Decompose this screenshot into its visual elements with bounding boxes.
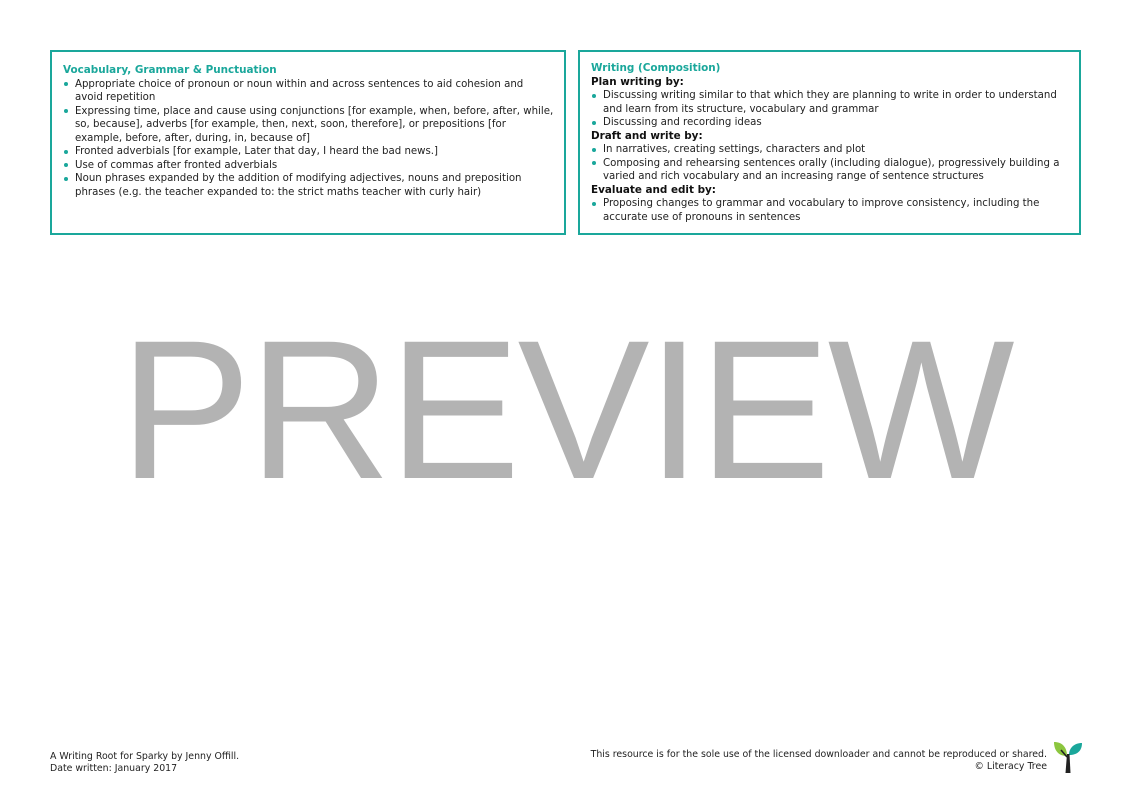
footer-license — [591, 749, 1047, 773]
list-item: Proposing changes to grammar and vocabulary to improve consistency, including the accurate use of pronouns in sentences — [591, 197, 1069, 224]
list-item: Composing and rehearsing sentences orally (including dialogue), progressively building a varied and rich vocabulary and an increasing range of sentence structures — [591, 157, 1069, 184]
literacy-tree-logo — [1052, 740, 1084, 774]
footer-date-line: Date written: January 2017 — [50, 763, 178, 774]
list-item: Noun phrases expanded by the addition of modifying adjectives, nouns and preposition phrases (e.g. the teacher expanded to: the strict maths teacher with curly hair) — [63, 172, 554, 199]
writing-composition-box — [578, 50, 1081, 235]
footer-credit — [50, 751, 239, 775]
list-item: Fronted adverbials [for example, Later that day, I heard the bad news.] — [63, 145, 554, 159]
copyright-notice: © Literacy Tree — [974, 761, 1047, 772]
evaluate-heading: Evaluate and edit by: — [591, 183, 716, 196]
list-item: Appropriate choice of pronoun or noun within and across sentences to aid cohesion and avoid repetition — [63, 78, 554, 105]
list-item: Discussing writing similar to that which they are planning to write in order to understand and learn from its structure, vocabulary and grammar — [591, 89, 1069, 116]
evaluate-list — [591, 197, 1069, 224]
list-item: Discussing and recording ideas — [591, 116, 1069, 130]
vocabulary-box-title: Vocabulary, Grammar & Punctuation — [63, 64, 277, 76]
list-item: Use of commas after fronted adverbials — [63, 159, 554, 173]
license-notice: This resource is for the sole use of the licensed downloader and cannot be reproduced or shared. — [590, 749, 1047, 760]
preview-watermark: PREVIEW — [119, 299, 1012, 520]
vocabulary-list — [63, 78, 554, 200]
footer-title-line: A Writing Root for Sparky by Jenny Offill. — [50, 751, 240, 762]
draft-list — [591, 143, 1069, 184]
plan-heading: Plan writing by: — [591, 75, 684, 88]
writing-box-title: Writing (Composition) — [591, 62, 721, 74]
list-item: In narratives, creating settings, characters and plot — [591, 143, 1069, 157]
plan-list — [591, 89, 1069, 130]
draft-heading: Draft and write by: — [591, 129, 703, 142]
tree-icon — [1052, 740, 1084, 774]
list-item: Expressing time, place and cause using conjunctions [for example, when, before, after, while, so, because], adverbs [for example, then, next, soon, therefore], or prepositions [for example, before, after, during, in, because of] — [63, 105, 554, 146]
vocabulary-grammar-punctuation-box — [50, 50, 566, 235]
